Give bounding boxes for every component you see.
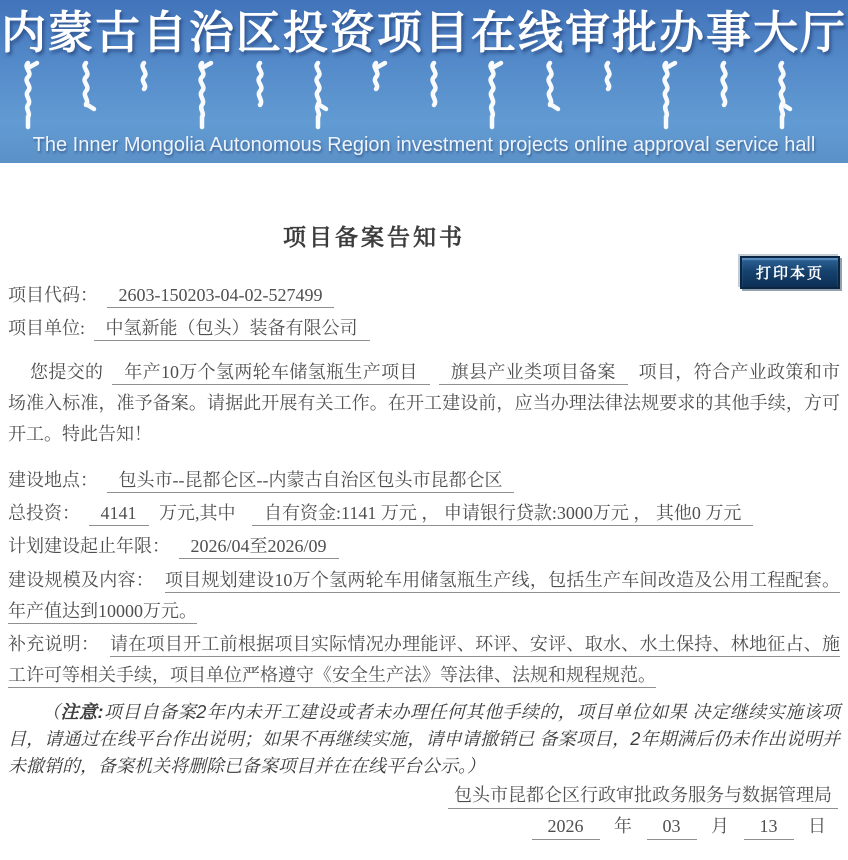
investment-row [8,497,840,530]
notice-document [0,223,848,838]
project-unit-label: 项目单位: [8,318,86,338]
investment-label: 总投资： [8,503,80,523]
intro-pre-text: 您提交的 [30,362,104,382]
location-row [8,464,840,497]
supplement-value: 请在项目开工前根据项目实际情况办理能评、环评、安评、取水、水土保持、林地征占、施工许可等相关手续，项目单位严格遵守《安全生产法》等法律、法规和规程规范。 [8,634,840,688]
project-code-row [8,279,840,312]
notice-paragraph [8,699,840,780]
issue-day-value: 13 [744,816,794,840]
issue-month-value: 03 [647,816,697,840]
location-label: 建设地点： [8,470,98,490]
project-unit-row [8,312,840,345]
investment-detail-value: 自有资金:1141 万元 ， 申请银行贷款:3000万元 ， 其他0 万元 [252,503,753,526]
scale-value: 项目规划建设10万个氢两轮车用储氢瓶生产线，包括生产车间改造及公用工程配套。年产值达到10000万元。 [8,570,840,624]
issue-month-label: 月 [711,816,729,836]
intro-post-text: 项目，符合产业政策和市场准入标准，准予备案。请据此开展有关工作。在开工建设前，应当办理法律法规要求的其他手续，方可开工。特此告知！ [8,362,841,444]
investment-mid-text: 万元,其中 [159,503,236,523]
site-banner [0,0,848,163]
location-value: 包头市--昆都仑区--内蒙古自治区包头市昆都仑区 [107,470,515,493]
site-subtitle-en: The Inner Mongolia Autonomous Region investment projects online approval service hall [32,134,816,156]
issuing-agency-row [8,780,840,810]
issuing-agency-name: 包头市昆都仑区行政审批政务服务与数据管理局 [448,785,838,809]
issue-year-label: 年 [614,816,632,836]
scale-label: 建设规模及内容： [8,570,155,590]
project-name-value: 年产10万个氢两轮车储氢瓶生产项目 [112,362,430,385]
project-code-label: 项目代码： [8,285,98,305]
intro-paragraph [8,357,840,450]
site-title-cn: 内蒙古自治区投资项目在线审批办事大厅 [0,7,847,58]
supplement-paragraph [8,629,840,691]
print-page-button[interactable]: 打印本页 [740,256,840,289]
scale-paragraph [8,565,840,627]
supplement-label: 补充说明： [8,634,100,654]
document-title: 项目备案告知书 [283,225,465,250]
filing-type-value: 旗县产业类项目备案 [439,362,628,385]
investment-total-value: 4141 [89,503,149,526]
issue-year-value: 2026 [532,816,600,840]
notice-body-text: 项目自备案2年内未开工建设或者未办理任何其他手续的，项目单位如果 决定继续实施该项目，请通过在线平台作出说明；如果不再继续实施，请申请撤销已 备案项目，2年期满后仍未作出说明并未撤销的，备案机关将删除已备案项目并在在线平台公示。） [8,702,840,776]
schedule-row [8,530,840,563]
schedule-label: 计划建设起止年限： [8,536,170,556]
notice-open-paren: （ [42,702,61,722]
issue-day-label: 日 [808,816,826,836]
mongolian-script-icon [0,60,848,132]
project-code-value: 2603-150203-04-02-527499 [107,285,335,308]
notice-bold-label: 注意: [60,702,104,722]
schedule-value: 2026/04至2026/09 [179,536,339,559]
issue-date-row [8,814,840,838]
project-unit-value: 中氢新能（包头）装备有限公司 [94,318,370,341]
